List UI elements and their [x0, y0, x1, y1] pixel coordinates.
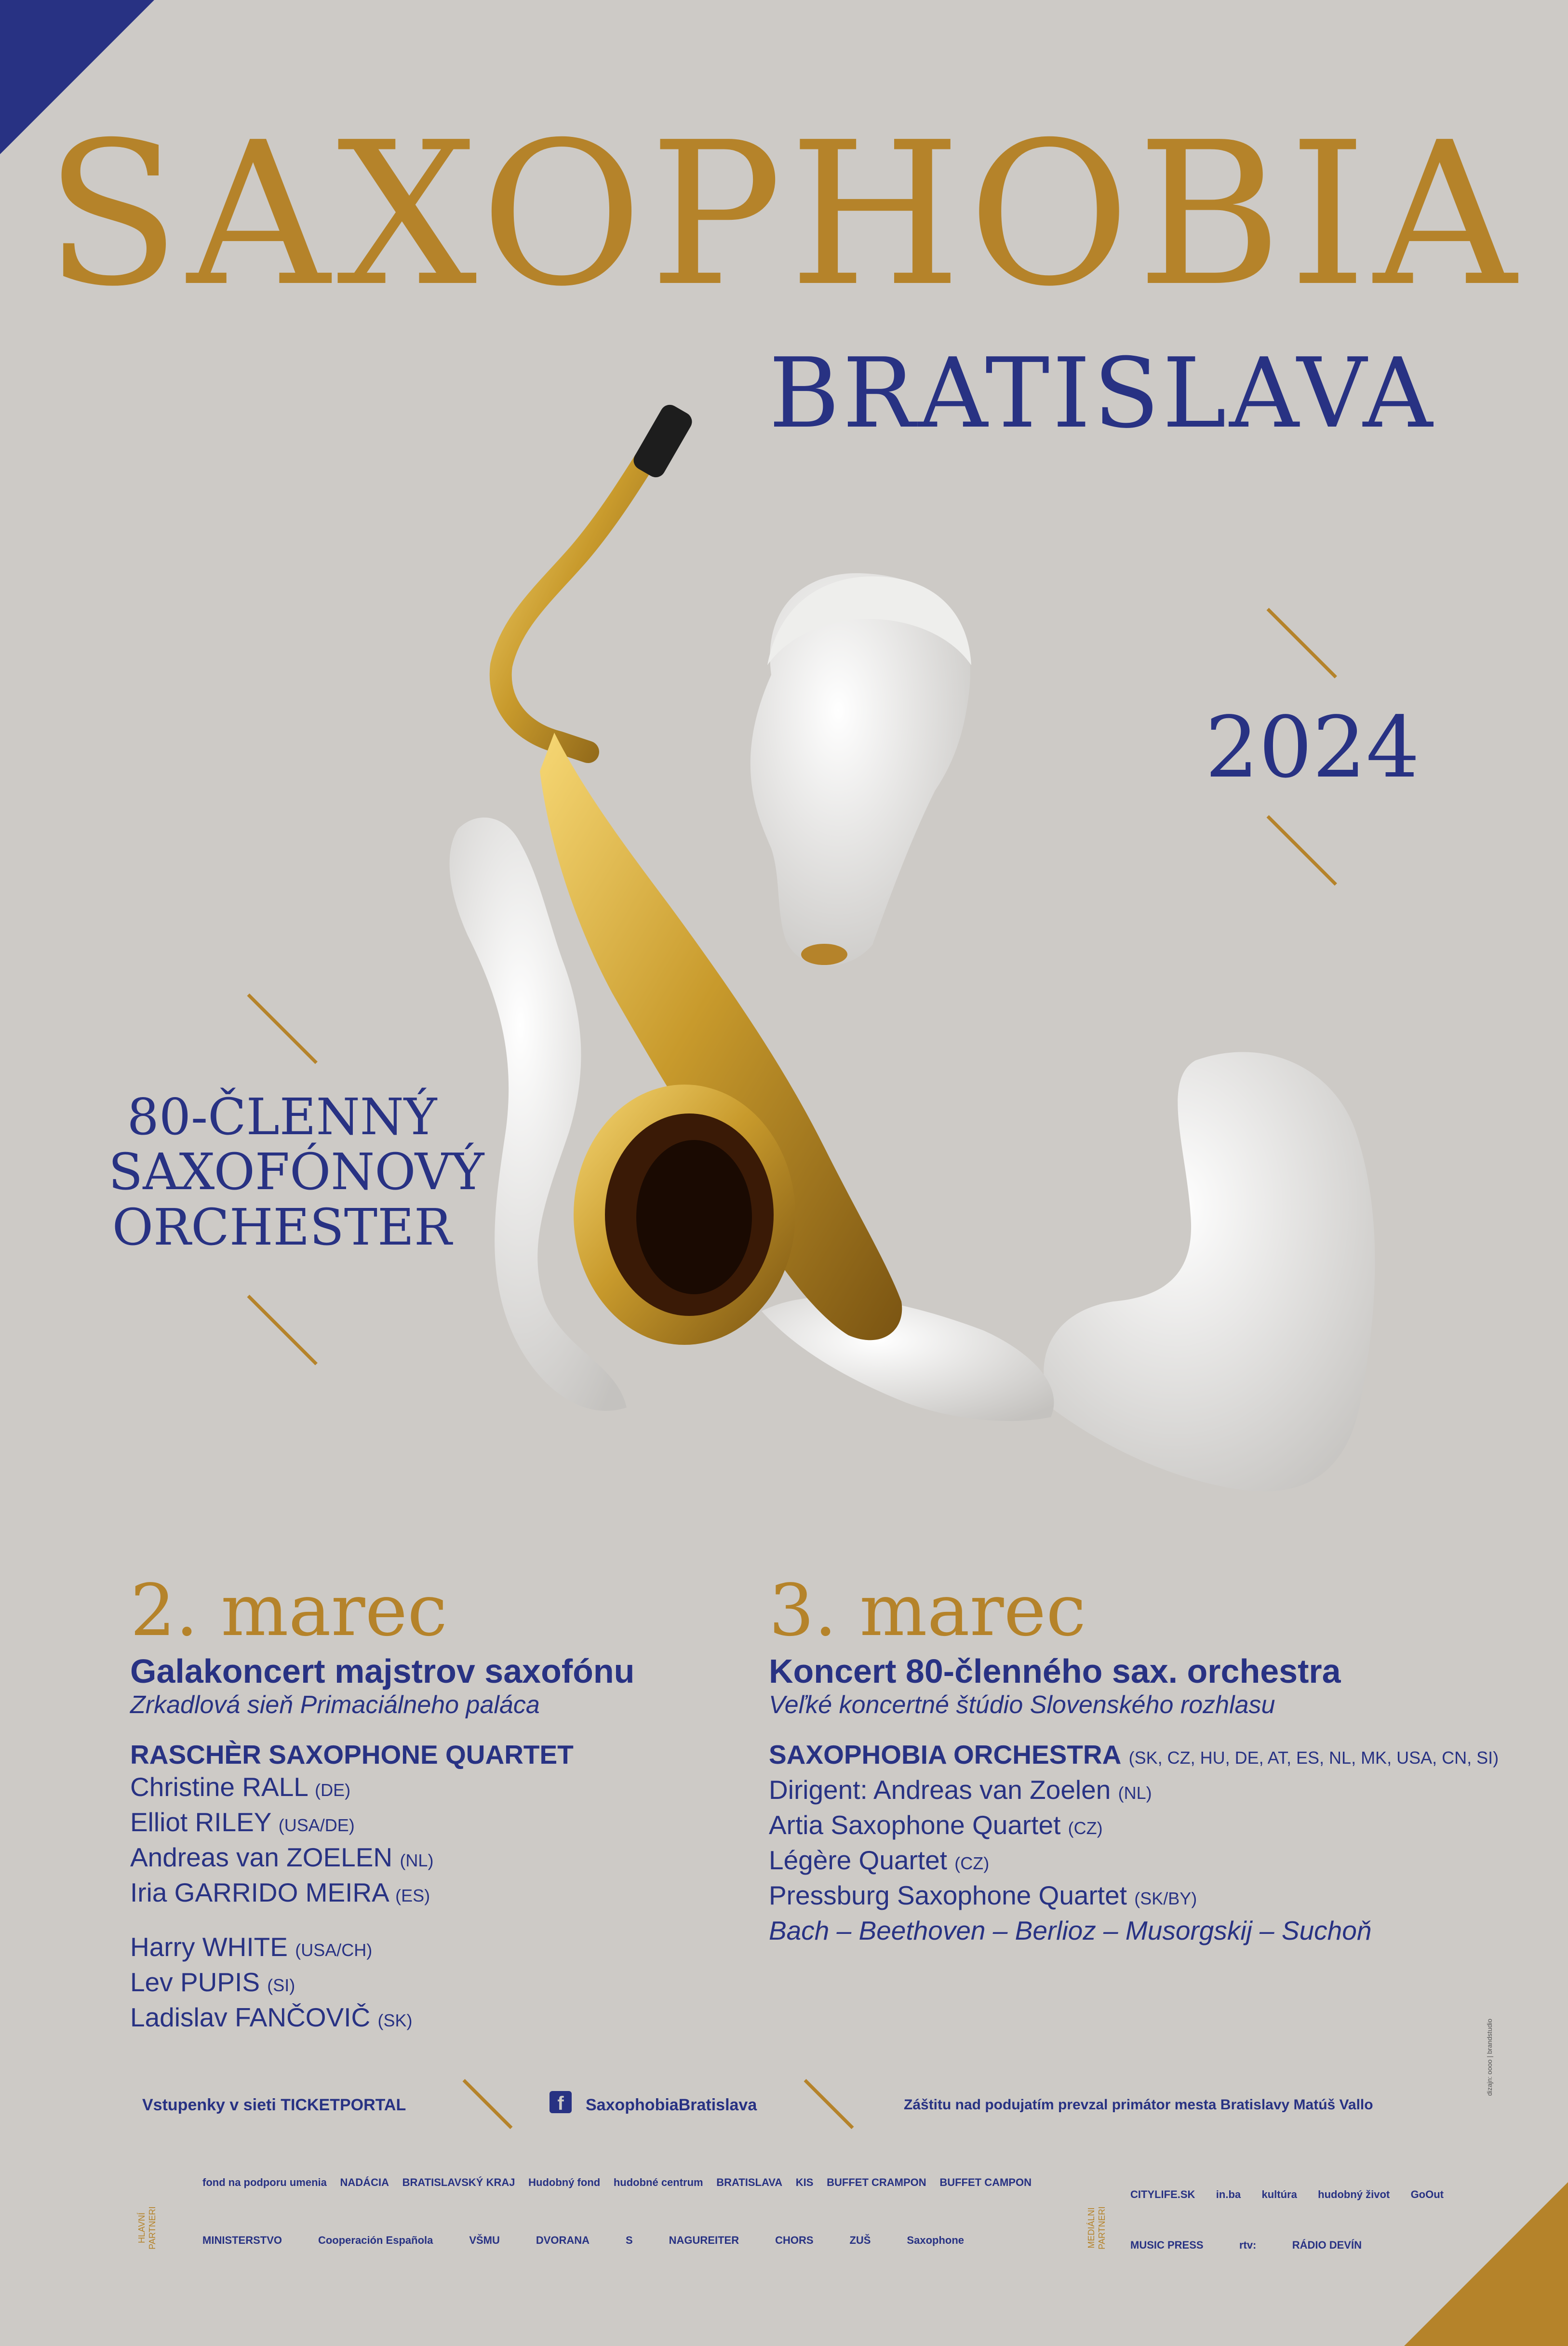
decorative-slash: [804, 2079, 854, 2129]
lineup-item: Dirigent: Andreas van Zoelen (NL): [769, 1775, 1152, 1805]
partner-logo: hudobné centrum: [613, 2176, 703, 2188]
media-partner-logo: kultúra: [1261, 2188, 1297, 2200]
facebook-icon[interactable]: f: [549, 2091, 572, 2113]
program: Bach – Beethoven – Berlioz – Musorgskij – Suchoň: [769, 1916, 1372, 1945]
media-partner-logo: MUSIC PRESS: [1130, 2239, 1204, 2251]
poster-title: SAXOPHOBIA: [45, 99, 1523, 330]
tickets-info: Vstupenky v sieti TICKETPORTAL: [142, 2096, 406, 2114]
lineup-item: Iria GARRIDO MEIRA (ES): [130, 1877, 430, 1907]
media-partner-logo: rtv:: [1239, 2239, 1257, 2251]
event-date: 2. marec: [130, 1569, 448, 1652]
partner-logo: DVORANA: [536, 2234, 590, 2246]
lineup-item: Elliot RILEY (USA/DE): [130, 1807, 355, 1837]
lineup-heading: SAXOPHOBIA ORCHESTRA: [769, 1740, 1122, 1770]
partner-logo: VŠMU: [469, 2234, 500, 2246]
partner-logo: ZUŠ: [849, 2234, 871, 2246]
partner-logo: BUFFET CAMPON: [939, 2176, 1032, 2188]
lineup-heading-countries: (SK, CZ, HU, DE, AT, ES, NL, MK, USA, CN, SI): [1128, 1748, 1499, 1768]
design-credit: dizajn: oooo | brandstudio: [1486, 2018, 1494, 2096]
lineup-item: Andreas van ZOELEN (NL): [130, 1842, 434, 1872]
tagline-line: ORCHESTER: [112, 1197, 452, 1257]
partner-logo: NADÁCIA: [340, 2176, 389, 2188]
media-partner-logo: CITYLIFE.SK: [1130, 2188, 1195, 2200]
gold-lips: [801, 944, 847, 965]
lineup-heading: RASCHÈR SAXOPHONE QUARTET: [130, 1740, 574, 1770]
lineup-item: Pressburg Saxophone Quartet (SK/BY): [769, 1880, 1197, 1910]
media-partners-row-1: [1130, 2188, 1444, 2201]
partner-logo: NAGUREITER: [669, 2234, 739, 2246]
partner-logo: BRATISLAVA: [716, 2176, 783, 2188]
partner-logo: MINISTERSTVO: [202, 2234, 282, 2246]
event-title: Galakoncert majstrov saxofónu: [130, 1652, 635, 1690]
poster-year: 2024: [1205, 699, 1420, 797]
event-venue: Zrkadlová sieň Primaciálneho paláca: [130, 1691, 540, 1719]
partner-logo: KIS: [795, 2176, 814, 2188]
partner-logo: fond na podporu umenia: [202, 2176, 327, 2188]
media-partner-logo: in.ba: [1216, 2188, 1241, 2200]
event-venue: Veľké koncertné štúdio Slovenského rozhlasu: [769, 1691, 1275, 1719]
partner-logo: BUFFET CRAMPON: [827, 2176, 926, 2188]
statue-arm-right: [1044, 1052, 1375, 1491]
decorative-slash: [247, 993, 318, 1064]
patronage-note: Záštitu nad podujatím prevzal primátor mesta Bratislavy Matúš Vallo: [904, 2097, 1373, 2113]
partner-logo: BRATISLAVSKÝ KRAJ: [402, 2176, 515, 2188]
media-partner-logo: hudobný život: [1318, 2188, 1390, 2200]
event-title: Koncert 80-členného sax. orchestra: [769, 1652, 1341, 1690]
partner-logo: S: [626, 2234, 633, 2246]
facebook-link[interactable]: SaxophobiaBratislava: [586, 2096, 757, 2114]
main-partners-row-1: [202, 2176, 1032, 2189]
main-partners-row-2: [202, 2234, 964, 2247]
decorative-slash: [247, 1295, 318, 1365]
statue-hand-lower: [762, 1297, 1054, 1421]
media-partners-label: MEDIÁLNI PARTNERI: [1086, 2206, 1107, 2250]
lineup-item: Légère Quartet (CZ): [769, 1845, 990, 1875]
corner-triangle-bottom-right: [1404, 2182, 1568, 2346]
partner-logo: Hudobný fond: [528, 2176, 601, 2188]
decorative-slash: [463, 2079, 513, 2129]
poster-subtitle: BRATISLAVA: [768, 337, 1435, 450]
statue-saxophone-artwork: [424, 395, 1436, 1542]
statue-head: [750, 573, 971, 966]
lineup-item: Artia Saxophone Quartet (CZ): [769, 1810, 1103, 1840]
lineup-item: Harry WHITE (USA/CH): [130, 1932, 373, 1962]
partner-logo: CHORS: [775, 2234, 814, 2246]
lineup-item: Christine RALL (DE): [130, 1772, 351, 1802]
media-partner-logo: RÁDIO DEVÍN: [1292, 2239, 1362, 2251]
media-partner-logo: GoOut: [1410, 2188, 1444, 2200]
event-march-2: [130, 1569, 634, 2037]
orchestra-tagline: [108, 1087, 484, 1257]
main-partners-label: HLAVNÍ PARTNERI: [137, 2206, 157, 2250]
event-date: 3. marec: [769, 1569, 1086, 1652]
lineup-item: Ladislav FANČOVIČ (SK): [130, 2002, 413, 2032]
partner-logo: Cooperación Española: [318, 2234, 433, 2246]
lineup-item: Lev PUPIS (SI): [130, 1967, 295, 1997]
partner-logo: Saxophone: [907, 2234, 964, 2246]
tagline-line: SAXOFÓNOVÝ: [108, 1142, 484, 1202]
event-march-3: [769, 1569, 1499, 1947]
tagline-line: 80-ČLENNÝ: [127, 1087, 437, 1146]
media-partners-row-2: [1130, 2239, 1362, 2252]
